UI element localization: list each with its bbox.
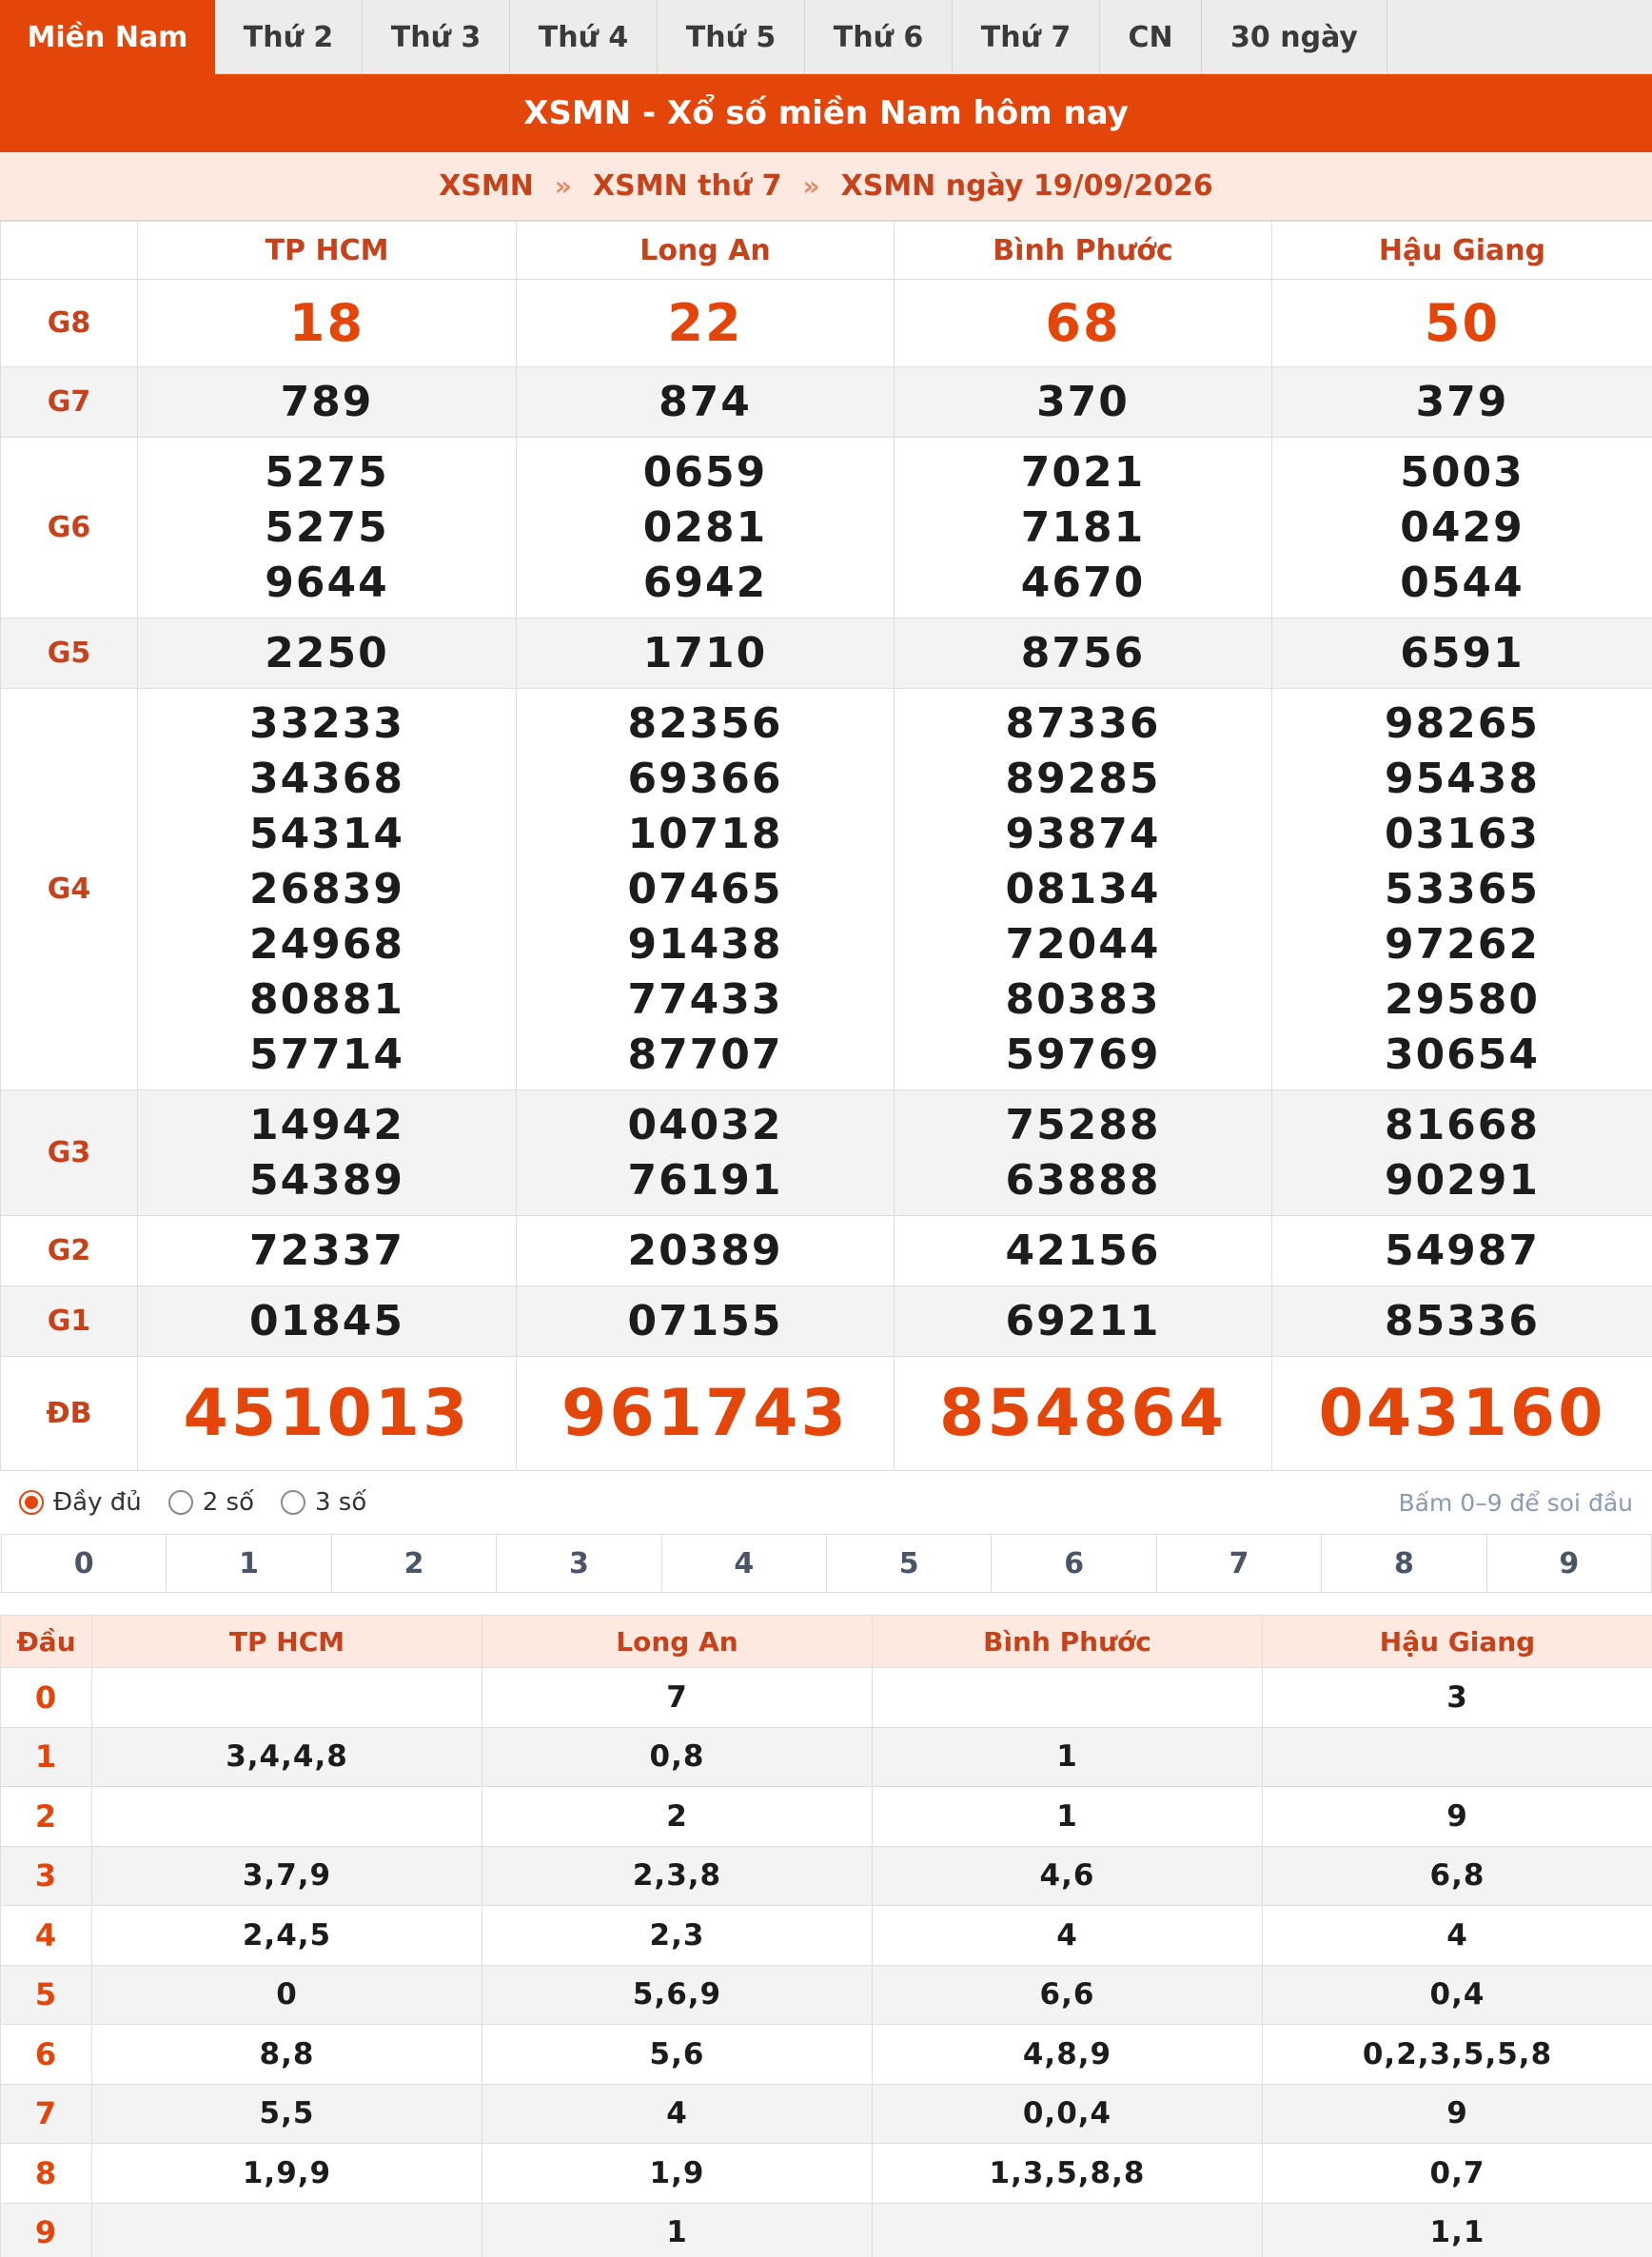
tab-thứ-4[interactable]: Thứ 4 [510,0,658,74]
prize-cell [1272,1216,1652,1286]
prize-number: 98265 [1384,698,1541,748]
prize-cell [895,280,1272,367]
prize-number: 63888 [1005,1155,1161,1205]
tab-cn[interactable]: CN [1100,0,1202,74]
prize-number: 50 [1424,292,1501,353]
loto-tail-cell: 1,9,9 [92,2144,482,2204]
prize-cell [138,1090,517,1216]
prize-cell [517,1286,895,1357]
prize-row-g5 [1,618,1652,689]
prize-number: 4670 [1020,558,1146,607]
loto-tail-cell: 9 [1263,1787,1652,1847]
prize-row-g3 [1,1090,1652,1216]
filter-hint: Bấm 0–9 để soi đầu [1398,1488,1633,1517]
prize-cell [895,1357,1272,1471]
prize-number: 18 [288,292,365,353]
prize-number: 93874 [1005,809,1161,858]
special-prize-number: 961743 [561,1375,849,1451]
prize-number: 54987 [1384,1226,1541,1275]
breadcrumb-xsmn-date[interactable]: XSMN ngày 19/09/2026 [840,169,1213,203]
prize-cell [517,618,895,689]
loto-tail-cell: 1 [482,2203,873,2257]
loto-tail-cell: 5,6 [482,2025,873,2085]
loto-row [1,1906,1652,1966]
loto-tail-cell: 3 [1263,1668,1652,1728]
digit-button-9[interactable]: 9 [1559,1546,1580,1580]
radio-icon[interactable] [19,1490,44,1515]
prize-cell [138,1357,517,1471]
prize-number: 0429 [1400,502,1524,552]
prize-cell [517,689,895,1090]
loto-tail-cell: 0,2,3,5,5,8 [1263,2025,1652,2085]
loto-head-digit: 8 [1,2144,92,2204]
loto-row [1,2025,1652,2085]
loto-row [1,1965,1652,2025]
breadcrumb-xsmn-weekday[interactable]: XSMN thứ 7 [592,169,782,203]
loto-tail-cell: 6,8 [1263,1846,1652,1906]
prize-number: 01845 [248,1296,405,1345]
loto-tail-cell: 0,8 [482,1727,873,1787]
digit-button-2[interactable]: 2 [332,1535,497,1592]
digit-button-7[interactable]: 7 [1157,1535,1322,1592]
tab-thứ-5[interactable]: Thứ 5 [658,0,805,74]
prize-cell [138,1286,517,1357]
prize-number: 77433 [627,974,783,1024]
prize-number: 6942 [642,558,768,607]
prize-cell [138,367,517,438]
filter-option[interactable] [281,1488,366,1517]
tab-thứ-7[interactable]: Thứ 7 [953,0,1100,74]
digit-button-5[interactable]: 5 [827,1535,992,1592]
prize-cell [138,689,517,1090]
loto-tail-cell: 3,7,9 [92,1846,482,1906]
prize-cell [895,618,1272,689]
loto-tail-cell: 1,9 [482,2144,873,2204]
loto-head-digit: 5 [1,1965,92,2025]
prize-number: 2250 [265,628,389,677]
prize-number: 72044 [1005,919,1161,969]
loto-head-digit: 7 [1,2084,92,2144]
prize-number: 54314 [248,809,405,858]
loto-tail-cell: 5,6,9 [482,1965,873,2025]
loto-tail-cell: 1 [873,1727,1263,1787]
loto-tail-cell: 1 [873,1787,1263,1847]
prize-number: 24968 [248,919,405,969]
special-prize-number: 854864 [939,1375,1227,1451]
digit-button-4[interactable]: 4 [662,1535,827,1592]
prize-number: 82356 [627,698,783,748]
loto-head-label: Đầu [1,1616,92,1668]
filter-option-label: Đầy đủ [53,1488,142,1517]
prize-row-g2 [1,1216,1652,1286]
prize-cell [138,280,517,367]
prize-row-g7 [1,367,1652,438]
prize-number: 0281 [642,502,768,552]
loto-head-digit: 9 [1,2203,92,2257]
loto-tail-cell [92,1668,482,1728]
province-header: TP HCM [138,222,517,280]
digit-button-8[interactable]: 8 [1322,1535,1486,1592]
loto-tail-cell [873,2203,1263,2257]
radio-icon[interactable] [168,1490,193,1515]
prize-label: G1 [1,1286,138,1357]
loto-tail-cell: 4 [1263,1906,1652,1966]
prize-number: 874 [659,377,752,426]
prize-number: 08134 [1005,864,1161,913]
prize-number: 87336 [1005,698,1161,748]
prize-row-g6 [1,438,1652,618]
loto-head-digit: 0 [1,1668,92,1728]
prize-row-g1 [1,1286,1652,1357]
loto-head-digit: 4 [1,1906,92,1966]
prize-cell [138,438,517,618]
loto-row [1,1727,1652,1787]
loto-tail-cell [92,2203,482,2257]
province-header: Bình Phước [895,222,1272,280]
prize-row-g8 [1,280,1652,367]
loto-tail-cell: 9 [1263,2084,1652,2144]
special-prize-number: 043160 [1318,1375,1606,1451]
prize-cell [138,618,517,689]
prize-number: 9644 [265,558,389,607]
prize-number: 07155 [627,1296,783,1345]
prize-number: 69366 [627,754,783,803]
prize-number: 20389 [627,1226,783,1275]
loto-tail-cell: 3,4,4,8 [92,1727,482,1787]
breadcrumb [0,152,1652,221]
loto-tail-cell: 2,3 [482,1906,873,1966]
prize-label: ĐB [1,1357,138,1471]
page-title: XSMN - Xổ số miền Nam hôm nay [0,74,1652,152]
loto-row [1,1846,1652,1906]
digit-button-6[interactable]: 6 [992,1535,1156,1592]
loto-row [1,2084,1652,2144]
prize-cell [138,1216,517,1286]
loto-tail-cell: 4 [873,1906,1263,1966]
loto-tail-cell: 4,8,9 [873,2025,1263,2085]
loto-header-row [1,1616,1652,1668]
prize-cell [895,367,1272,438]
prize-cell [1272,367,1652,438]
prize-number: 80881 [248,974,405,1024]
prize-number: 85336 [1384,1296,1541,1345]
prize-number: 0544 [1400,558,1524,607]
prize-number: 72337 [248,1226,405,1275]
prize-number: 76191 [627,1155,783,1205]
loto-province-header: TP HCM [92,1616,482,1668]
prize-cell [1272,1090,1652,1216]
prize-cell [517,1216,895,1286]
prize-number: 59769 [1005,1030,1161,1079]
prize-number: 14942 [248,1100,405,1149]
prize-label: G3 [1,1090,138,1216]
loto-head-digit: 2 [1,1787,92,1847]
loto-head-digit: 3 [1,1846,92,1906]
digit-button-3[interactable]: 3 [497,1535,661,1592]
prize-number: 7181 [1020,502,1146,552]
tab-thứ-2[interactable]: Thứ 2 [215,0,363,74]
loto-table [0,1615,1652,2257]
radio-icon[interactable] [281,1490,305,1515]
prize-number: 53365 [1384,864,1541,913]
loto-tail-cell: 0,0,4 [873,2084,1263,2144]
prize-number: 81668 [1384,1100,1541,1149]
loto-row [1,1787,1652,1847]
prize-number: 30654 [1384,1030,1541,1079]
loto-tail-cell: 5,5 [92,2084,482,2144]
prize-number: 42156 [1005,1226,1161,1275]
loto-tail-cell: 2 [482,1787,873,1847]
prize-cell [1272,1357,1652,1471]
prize-number: 10718 [627,809,783,858]
loto-row [1,2144,1652,2204]
region-tabs [0,0,1652,74]
prize-number: 34368 [248,754,405,803]
tab-30-ngày[interactable]: 30 ngày [1202,0,1387,74]
loto-tail-cell: 1,1 [1263,2203,1652,2257]
loto-tail-cell: 8,8 [92,2025,482,2085]
loto-province-header: Bình Phước [873,1616,1263,1668]
prize-number: 91438 [627,919,783,969]
prize-number: 69211 [1005,1296,1161,1345]
loto-tail-cell: 2,3,8 [482,1846,873,1906]
tab-miền-nam[interactable]: Miền Nam [0,0,215,74]
breadcrumb-separator: » [802,170,820,202]
prize-number: 379 [1415,377,1509,426]
prize-cell [895,689,1272,1090]
loto-row [1,2203,1652,2257]
digit-selector [1,1534,1652,1593]
prize-cell [1272,689,1652,1090]
loto-province-header: Hậu Giang [1263,1616,1652,1668]
prize-cell [517,438,895,618]
prize-cell [895,438,1272,618]
prize-number: 95438 [1384,754,1541,803]
loto-tail-cell [92,1787,482,1847]
prize-label: G5 [1,618,138,689]
province-header: Hậu Giang [1272,222,1652,280]
prize-label: G2 [1,1216,138,1286]
digit-button-1[interactable]: 1 [167,1535,331,1592]
loto-tail-cell: 4,6 [873,1846,1263,1906]
prize-number: 87707 [627,1030,783,1079]
prize-number: 29580 [1384,974,1541,1024]
prize-label: G7 [1,367,138,438]
prize-number: 6591 [1400,628,1524,677]
loto-tail-cell: 0,7 [1263,2144,1652,2204]
loto-tail-cell [873,1668,1263,1728]
prize-cell [517,1090,895,1216]
breadcrumb-xsmn[interactable]: XSMN [439,169,534,203]
digit-button-0[interactable]: 0 [2,1535,167,1592]
prize-number: 97262 [1384,919,1541,969]
prize-cell [1272,1286,1652,1357]
loto-tail-cell: 4 [482,2084,873,2144]
prize-cell [895,1286,1272,1357]
prize-label: G8 [1,280,138,367]
prize-number: 54389 [248,1155,405,1205]
loto-tail-cell: 1,3,5,8,8 [873,2144,1263,2204]
loto-province-header: Long An [482,1616,873,1668]
prize-cell [517,280,895,367]
loto-tail-cell: 2,4,5 [92,1906,482,1966]
prize-number: 68 [1045,292,1121,353]
prize-number: 8756 [1020,628,1146,677]
filter-option-label: 3 số [314,1488,367,1517]
prize-cell [895,1090,1272,1216]
filter-option[interactable] [168,1488,254,1517]
loto-tail-cell: 6,6 [873,1965,1263,2025]
prize-cell [1272,280,1652,367]
prize-row-g4 [1,689,1652,1090]
loto-tail-cell: 7 [482,1668,873,1728]
breadcrumb-separator: » [554,170,572,202]
tab-thứ-6[interactable]: Thứ 6 [805,0,953,74]
tab-thứ-3[interactable]: Thứ 3 [363,0,510,74]
prize-number: 5275 [265,502,389,552]
display-filter [0,1471,1652,1534]
loto-tail-cell: 0 [92,1965,482,2025]
prize-number: 80383 [1005,974,1161,1024]
prize-number: 7021 [1020,447,1146,497]
prize-number: 04032 [627,1100,783,1149]
prize-number: 22 [667,292,743,353]
prize-number: 5275 [265,447,389,497]
prize-number: 33233 [248,698,405,748]
prize-cell [517,367,895,438]
filter-option-label: 2 số [202,1488,254,1517]
results-header-row [1,222,1652,280]
prize-number: 89285 [1005,754,1161,803]
prize-number: 789 [280,377,374,426]
loto-head-digit: 6 [1,2025,92,2085]
prize-number: 0659 [642,447,768,497]
prize-cell [1272,438,1652,618]
prize-number: 5003 [1400,447,1524,497]
results-corner-cell [1,222,138,280]
prize-number: 370 [1036,377,1130,426]
filter-option[interactable] [19,1488,142,1517]
prize-row-đb [1,1357,1652,1471]
province-header: Long An [517,222,895,280]
prize-cell [1272,618,1652,689]
prize-number: 1710 [642,628,768,677]
loto-tail-cell: 0,4 [1263,1965,1652,2025]
loto-row [1,1668,1652,1728]
prize-label: G6 [1,438,138,618]
prize-number: 26839 [248,864,405,913]
loto-head-digit: 1 [1,1727,92,1787]
loto-tail-cell [1263,1727,1652,1787]
prize-number: 03163 [1384,809,1541,858]
prize-cell [895,1216,1272,1286]
special-prize-number: 451013 [183,1375,471,1451]
prize-number: 57714 [248,1030,405,1079]
prize-number: 75288 [1005,1100,1161,1149]
prize-number: 07465 [627,864,783,913]
prize-number: 90291 [1384,1155,1541,1205]
results-table [0,221,1652,1471]
prize-label: G4 [1,689,138,1090]
prize-cell [517,1357,895,1471]
